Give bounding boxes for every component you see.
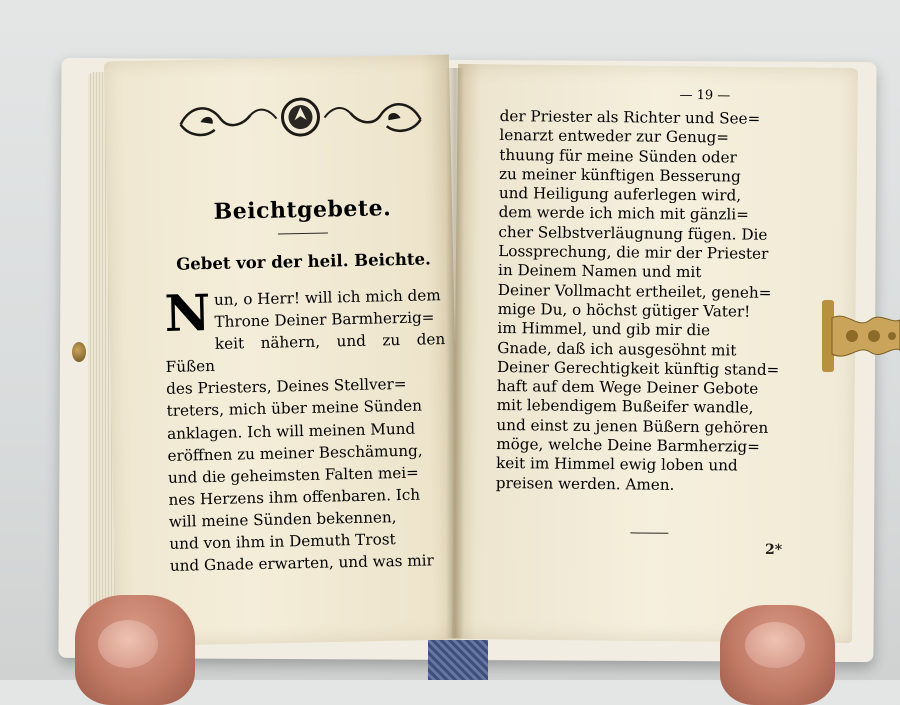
ornament-icon xyxy=(170,89,431,144)
prayer-text-left xyxy=(164,284,450,577)
bookmark-ribbon xyxy=(428,640,488,680)
left-page-content xyxy=(160,89,450,577)
page-title: Beichtgebete. xyxy=(213,195,392,225)
brass-clasp xyxy=(822,300,900,372)
left-thumbnail xyxy=(98,620,158,668)
prayer-body-left: un, o Herr! will ich mich dem Throne Deiner Barmherzig= keit nähern, und zu den Füßen des Priesters, Deines Stellver= treters, mich über meine Sünden anklagen. Ich will meinen Mund eröffnen zu meiner Beschämung, und die geheimsten Falten mei= nes Herzens ihm offenbaren. Ich will meine Sünden bekennen, und von ihm in Demuth Trost und Gnade erwarten, und was mir xyxy=(165,286,446,576)
title-divider xyxy=(278,233,328,235)
prayer-body-right: der Priester als Richter und See= lenarzt entweder zur Genug= thuung für meine Sünden oder zu meiner künftigen Besserung und Heiligung auferlegen wird, dem werde ich mich mit gänzli= cher Selbstverläugnung fügen. Die Lossprechung, die mir der Priester in Deinem Namen und mit Deiner Vollmacht ertheilet, geneh= mige Du, o höchst gütiger Vater! im Himmel, und gib mir die Gnade, daß ich ausgesöhnt mit Deiner Gerechtigkeit künftig stand= haft auf dem Wege Deiner Gebote mit lebendigem Bußeifer wandle, und einst zu jenen Büßern gehören möge, welche Deine Barmherzig= keit im Himmel ewig loben und preisen werden. Amen. xyxy=(495,106,780,494)
right-page-content xyxy=(495,86,800,535)
page-number: — 19 — xyxy=(679,87,731,104)
drop-cap: N xyxy=(163,283,211,343)
prayer-heading: Gebet vor der heil. Beichte. xyxy=(176,249,432,274)
clasp-pin xyxy=(72,342,86,362)
signature-mark: 2* xyxy=(764,541,783,559)
right-thumbnail xyxy=(745,622,805,668)
